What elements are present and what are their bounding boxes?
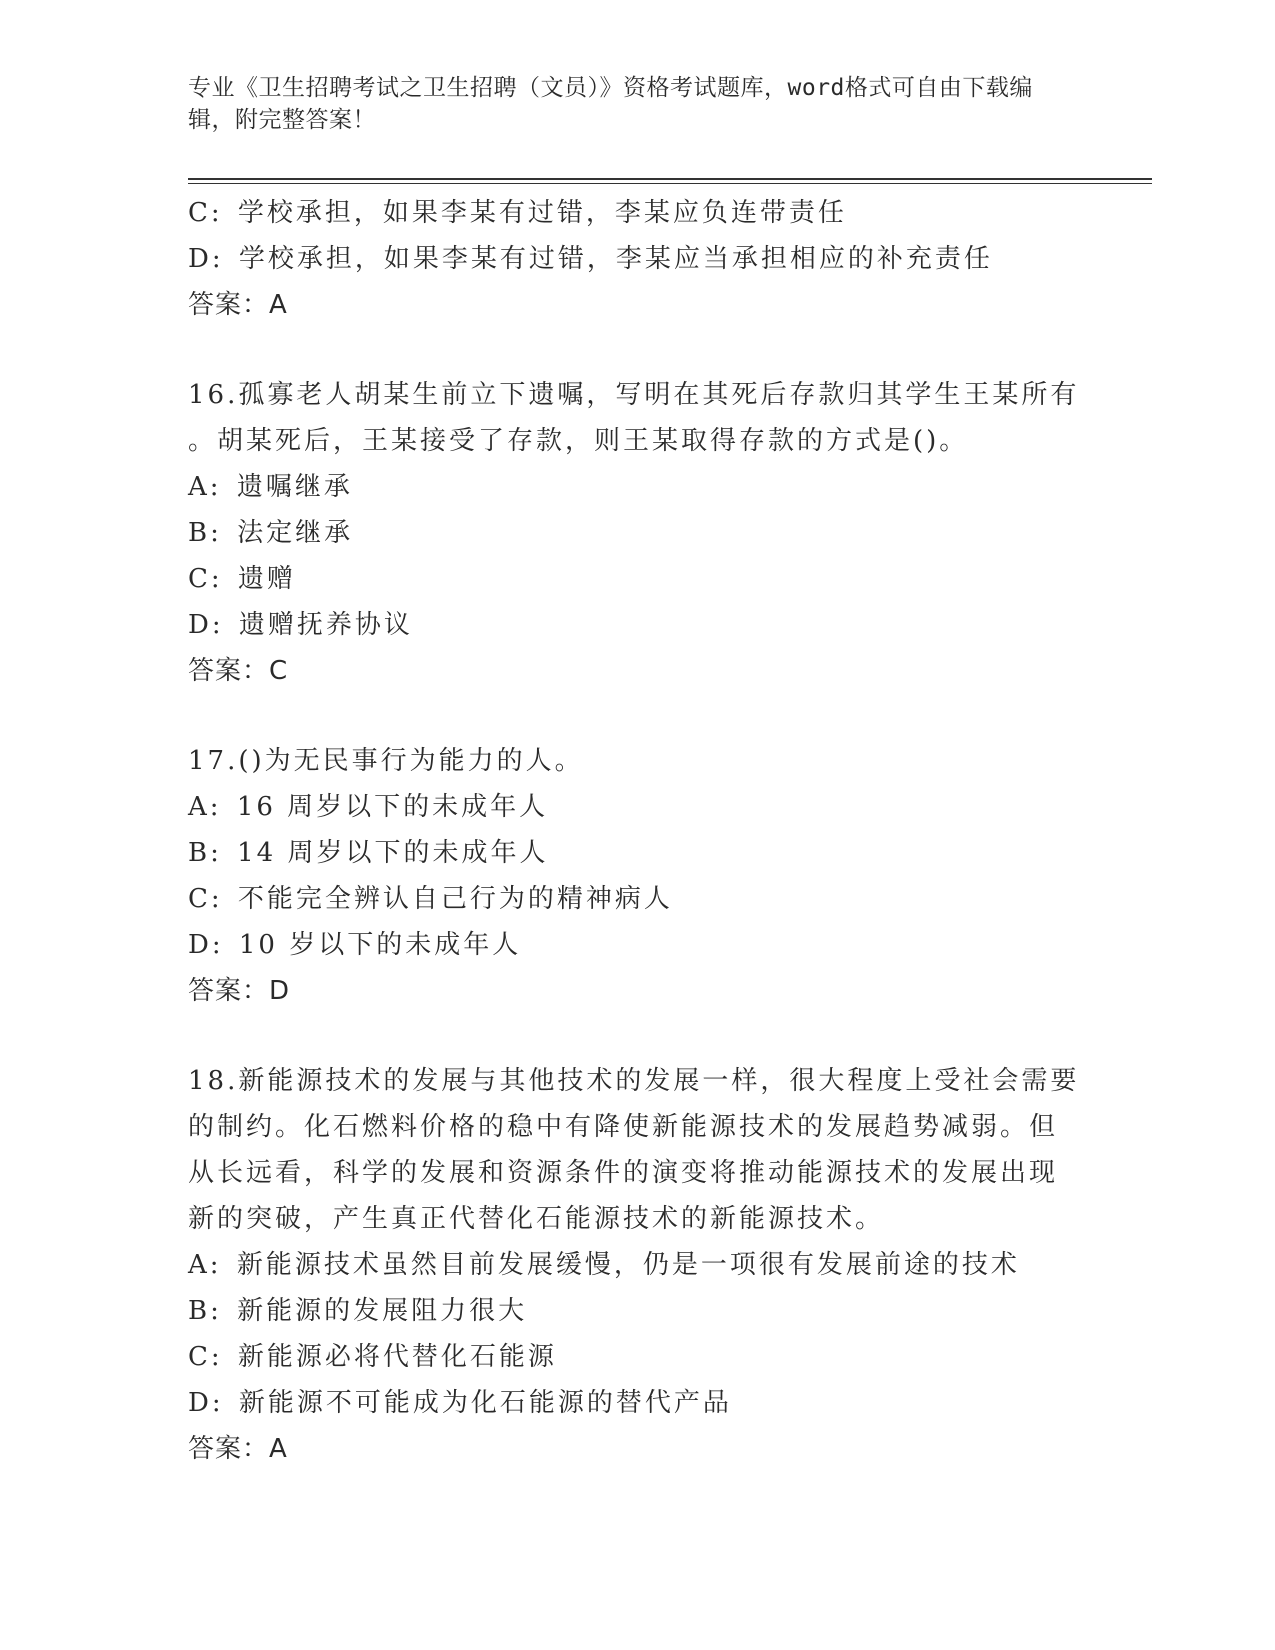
option-letter: D: <box>188 244 224 274</box>
option-text: 16 周岁以下的未成年人 <box>236 792 549 822</box>
option-letter: B: <box>188 518 222 548</box>
option-text: 新能源的发展阻力很大 <box>237 1296 528 1326</box>
option-a <box>188 464 1088 510</box>
option-d <box>188 236 1088 282</box>
answer-line: 答案：A <box>188 1434 288 1464</box>
option-text: 14 周岁以下的未成年人 <box>237 838 549 868</box>
option-text: 学校承担，如果李某有过错，李某应当承担相应的补充责任 <box>238 244 993 274</box>
option-letter: D: <box>188 1388 224 1418</box>
question-17 <box>188 738 1088 1014</box>
option-b <box>188 830 1088 876</box>
option-text: 新能源必将代替化石能源 <box>237 1342 557 1372</box>
option-text: 新能源不可能成为化石能源的替代产品 <box>238 1388 732 1418</box>
option-c <box>188 1334 1088 1380</box>
option-letter: C: <box>188 564 223 594</box>
option-a <box>188 784 1088 830</box>
option-text: 遗赠 <box>237 564 296 594</box>
option-b <box>188 510 1088 556</box>
option-d <box>188 602 1088 648</box>
option-letter: A: <box>188 472 222 502</box>
option-letter: C: <box>188 884 223 914</box>
option-text: 遗嘱继承 <box>236 472 353 502</box>
option-text: 遗赠抚养协议 <box>238 610 413 640</box>
answer-line: 答案：A <box>188 290 288 320</box>
question-stem-line: 从长远看，科学的发展和资源条件的演变将推动能源技术的发展出现 <box>188 1158 1059 1188</box>
answer-line: 答案：D <box>188 976 291 1006</box>
option-letter: C: <box>188 1342 223 1372</box>
question-18 <box>188 1058 1088 1472</box>
question-stem-line: 18.新能源技术的发展与其他技术的发展一样，很大程度上受社会需要 <box>188 1066 1080 1096</box>
option-text: 不能完全辨认自己行为的精神病人 <box>237 884 673 914</box>
option-a <box>188 1242 1088 1288</box>
option-text: 法定继承 <box>237 518 354 548</box>
option-letter: C: <box>188 198 223 228</box>
option-letter: B: <box>188 838 222 868</box>
option-c <box>188 556 1088 602</box>
option-letter: D: <box>188 930 224 960</box>
question-stem-line: 。胡某死后，王某接受了存款，则王某取得存款的方式是()。 <box>188 426 969 456</box>
option-letter: A: <box>188 792 222 822</box>
option-text: 学校承担，如果李某有过错，李某应负连带责任 <box>237 198 847 228</box>
question-stem-line: 16.孤寡老人胡某生前立下遗嘱，写明在其死后存款归其学生王某所有 <box>188 380 1080 410</box>
option-letter: B: <box>188 1296 222 1326</box>
option-c <box>188 876 1088 922</box>
option-d <box>188 1380 1088 1426</box>
document-header: 专业《卫生招聘考试之卫生招聘（文员）》资格考试题库，word格式可自由下载编辑，附完整答案！ <box>188 75 1033 133</box>
question-stem-line: 新的突破，产生真正代替化石能源技术的新能源技术。 <box>188 1204 885 1234</box>
option-text: 10 岁以下的未成年人 <box>238 930 522 960</box>
question-content <box>188 190 1088 1472</box>
option-letter: D: <box>188 610 224 640</box>
answer-line: 答案：C <box>188 656 289 686</box>
option-c <box>188 190 1088 236</box>
question-stem-line: 17.()为无民事行为能力的人。 <box>188 746 584 776</box>
question-stem-line: 的制约。化石燃料价格的稳中有降使新能源技术的发展趋势减弱。但 <box>188 1112 1059 1142</box>
option-text: 新能源技术虽然目前发展缓慢，仍是一项很有发展前途的技术 <box>236 1250 1020 1280</box>
header-rule-thin <box>188 183 1152 184</box>
option-letter: A: <box>188 1250 222 1280</box>
question-16 <box>188 372 1088 694</box>
option-b <box>188 1288 1088 1334</box>
header-rule-thick <box>188 178 1152 180</box>
option-d <box>188 922 1088 968</box>
